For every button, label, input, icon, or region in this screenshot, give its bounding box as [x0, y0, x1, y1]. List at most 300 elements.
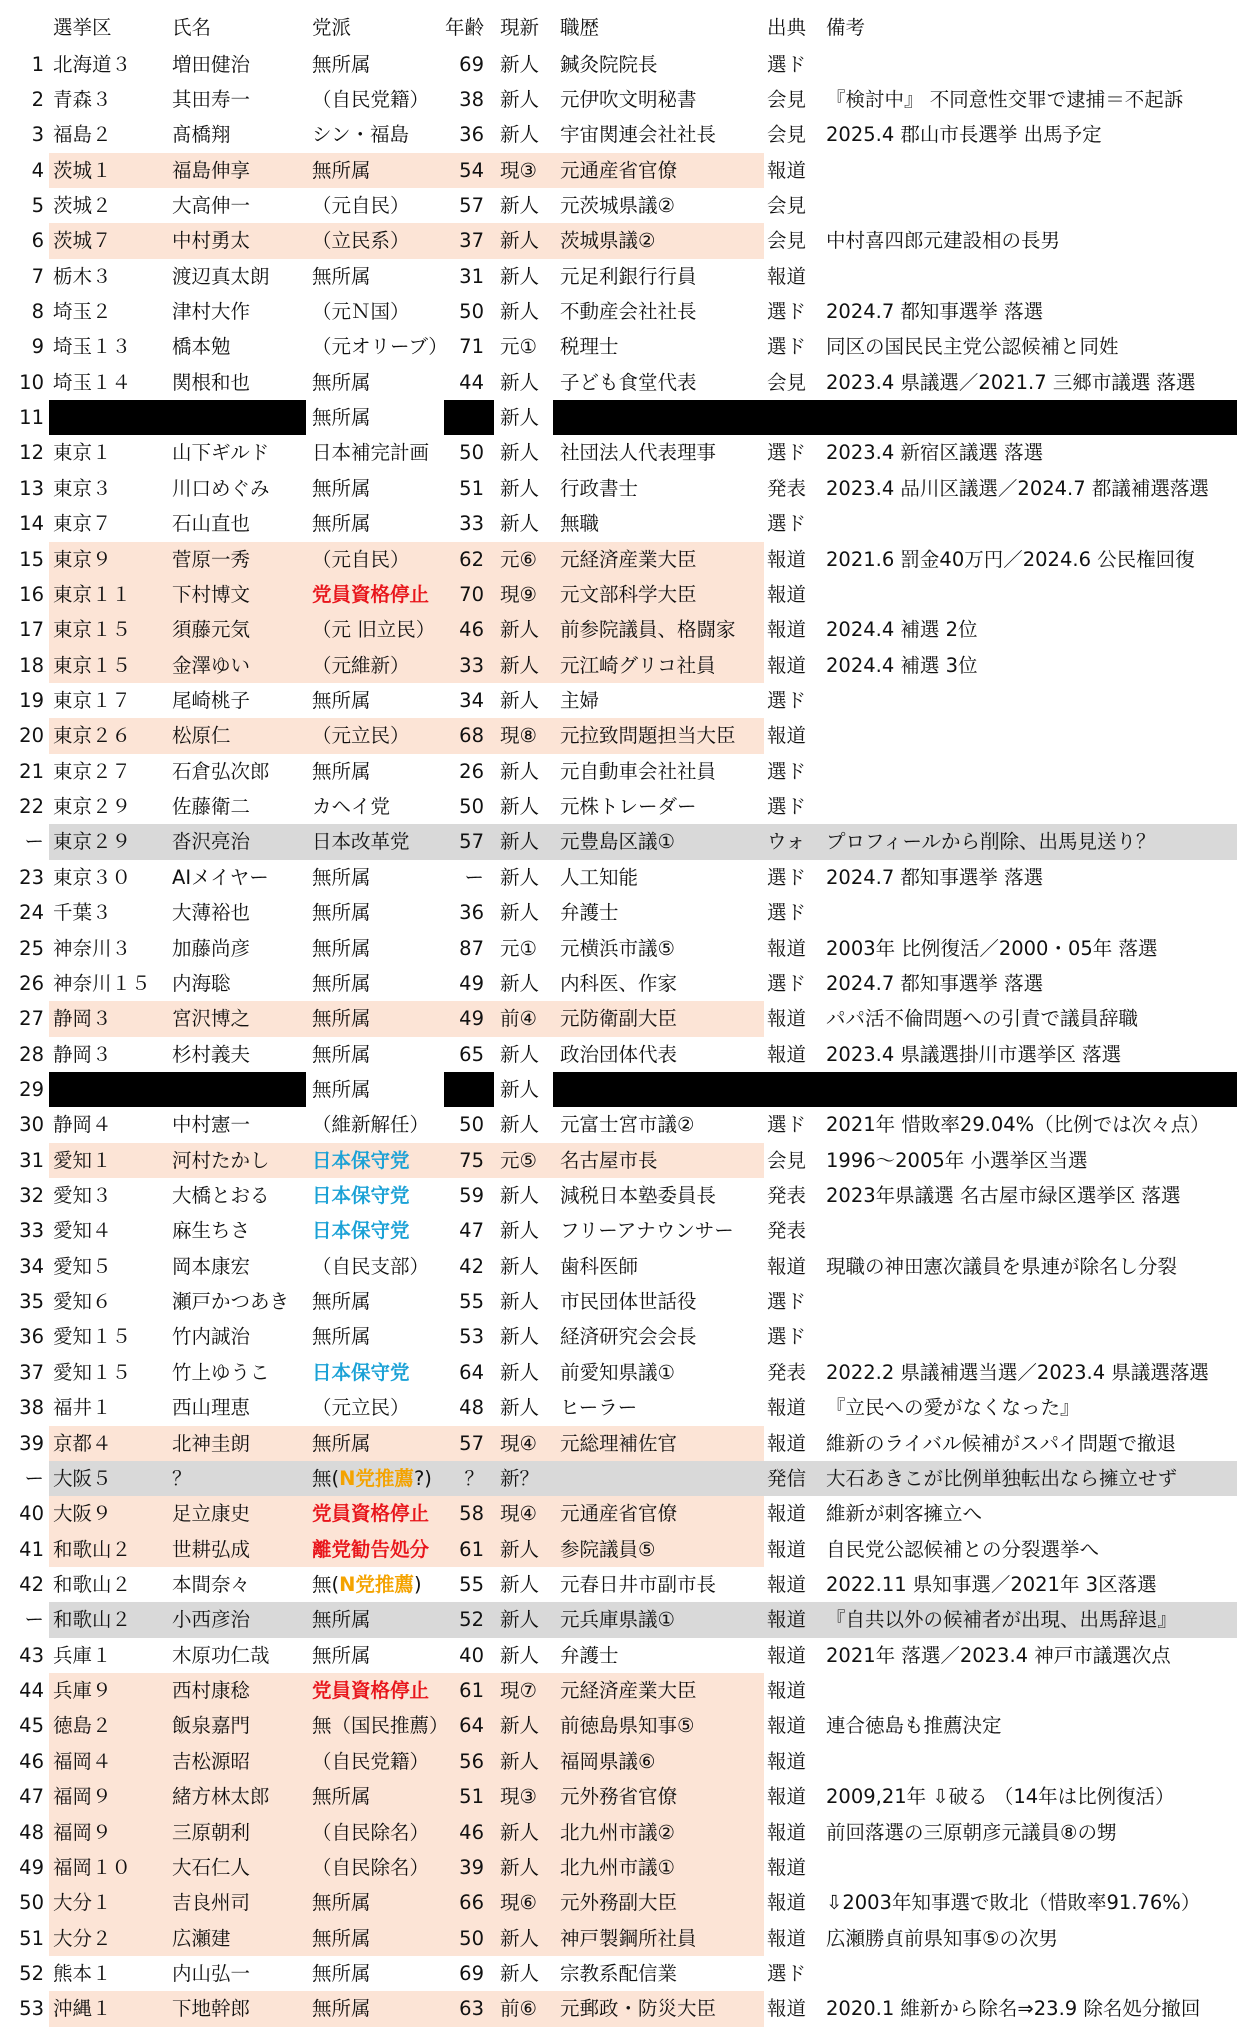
- cell-note: 中村喜四郎元建設相の長男: [826, 229, 1061, 253]
- cell-source: 選ド: [767, 300, 807, 324]
- cell-career: 福岡県議⑥: [560, 1749, 656, 1773]
- table-row-withdrawn: [0, 824, 1260, 859]
- cell-age: 58: [459, 1502, 484, 1526]
- cell-source: 発表: [767, 1360, 807, 1384]
- table-row: [0, 1249, 1260, 1284]
- cell-age: 75: [459, 1148, 484, 1172]
- cell-career: 元通産省官僚: [560, 158, 678, 182]
- cell-source: 報道: [767, 1749, 807, 1773]
- cell-district: 兵庫１: [53, 1643, 112, 1667]
- cell-source: 発表: [767, 1219, 807, 1243]
- cell-district: 熊本１: [53, 1961, 112, 1985]
- cell-age: 66: [459, 1891, 484, 1915]
- cell-status: 新人: [500, 1855, 540, 1879]
- cell-note: パパ活不倫問題への引責で議員辞職: [826, 1007, 1139, 1031]
- cell-party: 無所属: [312, 1643, 371, 1667]
- cell-note: 広瀬勝貞前県知事⑤の次男: [826, 1926, 1058, 1950]
- cell-candidate-name: 緒方林太郎: [172, 1785, 270, 1809]
- cell-district: 東京２９: [53, 830, 132, 854]
- cell-row-number: 13: [19, 476, 44, 500]
- party-fragment: N党推薦: [339, 1572, 414, 1596]
- cell-candidate-name: 飯泉嘉門: [172, 1714, 251, 1738]
- cell-status: 現④: [500, 1502, 537, 1526]
- cell-row-number: 53: [19, 1997, 44, 2021]
- cell-career: ヒーラー: [560, 1396, 638, 1420]
- cell-row-number: 29: [19, 1077, 44, 1101]
- cell-age: 57: [459, 830, 484, 854]
- cell-source: 報道: [767, 1007, 807, 1031]
- table-row-withdrawn: [0, 1461, 1260, 1496]
- cell-candidate-name: 大石仁人: [172, 1855, 251, 1879]
- cell-status: 新人: [500, 688, 540, 712]
- cell-age: 56: [459, 1749, 484, 1773]
- cell-age: 69: [459, 1961, 484, 1985]
- cell-party: 無所属: [312, 1325, 371, 1349]
- cell-party: （元オリーブ）: [312, 335, 448, 359]
- cell-status: 新人: [500, 1961, 540, 1985]
- cell-career: 無職: [560, 512, 600, 536]
- cell-district: 東京１５: [53, 653, 132, 677]
- cell-candidate-name: 広瀬建: [172, 1926, 231, 1950]
- cell-candidate-name: 須藤元気: [172, 618, 251, 642]
- cell-age: 50: [459, 795, 484, 819]
- cell-career: 元外務副大臣: [560, 1891, 678, 1915]
- cell-status: 新人: [500, 1714, 540, 1738]
- cell-note: [826, 718, 1256, 753]
- cell-status: 現④: [500, 1431, 537, 1455]
- cell-age: 33: [459, 653, 484, 677]
- cell-source: 報道: [767, 653, 807, 677]
- cell-career: 弁護士: [560, 901, 619, 925]
- cell-candidate-name: 石山直也: [172, 512, 251, 536]
- cell-note: 2023.4 品川区議選／2024.7 都議補選落選: [826, 476, 1209, 500]
- cell-row-number: 18: [19, 653, 44, 677]
- cell-candidate-name: 宮沢博之: [172, 1007, 251, 1031]
- cell-party: 無所属: [312, 1290, 371, 1314]
- cell-age: 50: [459, 1926, 484, 1950]
- table-row: [0, 400, 1260, 435]
- cell-district: 京都４: [53, 1431, 112, 1455]
- cell-district: 愛知１: [53, 1148, 112, 1172]
- cell-age: 50: [459, 1113, 484, 1137]
- cell-district: 愛知５: [53, 1254, 112, 1278]
- cell-career: 前愛知県議①: [560, 1360, 675, 1384]
- cell-career: 北九州市議②: [560, 1820, 675, 1844]
- cell-candidate-name: 内山弘一: [172, 1961, 251, 1985]
- cell-row-number: 16: [19, 582, 44, 606]
- cell-note: [826, 754, 1256, 789]
- cell-source: 報道: [767, 1891, 807, 1915]
- cell-row-number: 2: [31, 87, 44, 111]
- cell-source: 報道: [767, 1537, 807, 1561]
- cell-row-number: 37: [19, 1360, 44, 1384]
- cell-source: 選ド: [767, 865, 807, 889]
- table-row: [0, 718, 1260, 753]
- cell-age: 50: [459, 441, 484, 465]
- cell-candidate-name: 内海聡: [172, 971, 231, 995]
- cell-district: 東京３０: [53, 865, 132, 889]
- cell-source: 報道: [767, 1254, 807, 1278]
- header-name: 氏名: [172, 16, 212, 39]
- cell-row-number: 26: [19, 971, 44, 995]
- cell-candidate-name: 吉良州司: [172, 1891, 251, 1915]
- cell-career: 参院議員⑤: [560, 1537, 656, 1561]
- party-fragment: N党推薦: [339, 1466, 414, 1490]
- table-row: [0, 82, 1260, 117]
- cell-note: [826, 188, 1256, 223]
- cell-party: 党員資格停止: [312, 582, 430, 606]
- cell-note: 同区の国民民主党公認候補と同姓: [826, 335, 1119, 359]
- cell-candidate-name: 金澤ゆい: [172, 653, 251, 677]
- cell-row-number: 23: [19, 865, 44, 889]
- cell-row-number: 5: [31, 193, 44, 217]
- table-row: [0, 47, 1260, 82]
- cell-status: 新人: [500, 370, 540, 394]
- cell-status: 現⑨: [500, 582, 537, 606]
- cell-note: 2022.2 県議補選当選／2023.4 県議選落選: [826, 1360, 1209, 1384]
- cell-age: 46: [459, 618, 484, 642]
- cell-row-number: 8: [31, 300, 44, 324]
- cell-source: [767, 400, 823, 435]
- cell-note: 2009,21年 ⇩破る （14年は比例復活）: [826, 1785, 1175, 1809]
- cell-status: 新人: [500, 441, 540, 465]
- cell-age: 49: [459, 971, 484, 995]
- cell-career: 名古屋市長: [560, 1148, 658, 1172]
- cell-row-number: 14: [19, 512, 44, 536]
- cell-status: 新人: [500, 1537, 540, 1561]
- cell-source: 選ド: [767, 1961, 807, 1985]
- cell-note: 2024.7 都知事選挙 落選: [826, 300, 1044, 324]
- cell-note: [826, 895, 1256, 930]
- cell-note: ⇩2003年知事選で敗北（惜敗率91.76%）: [826, 1891, 1201, 1915]
- cell-age: 64: [459, 1360, 484, 1384]
- table-row: [0, 117, 1260, 152]
- cell-status: 新人: [500, 865, 540, 889]
- cell-status: 元①: [500, 335, 537, 359]
- cell-district: 東京１: [53, 441, 112, 465]
- cell-career: 元経済産業大臣: [560, 1679, 697, 1703]
- cell-status: 新人: [500, 653, 540, 677]
- cell-career: 元豊島区議①: [560, 830, 675, 854]
- cell-candidate-name: 其田寿一: [172, 87, 251, 111]
- cell-candidate-name: 竹内誠治: [172, 1325, 251, 1349]
- cell-note: [826, 400, 1256, 435]
- cell-age: 51: [459, 476, 484, 500]
- cell-note: [826, 789, 1256, 824]
- cell-source: 報道: [767, 1855, 807, 1879]
- cell-source: 報道: [767, 1643, 807, 1667]
- cell-party: 無所属: [312, 1961, 371, 1985]
- cell-status: 新人: [500, 1608, 540, 1632]
- cell-candidate-name: 河村たかし: [172, 1148, 270, 1172]
- table-row: [0, 683, 1260, 718]
- cell-district: 東京２７: [53, 759, 132, 783]
- cell-career: 元伊吹文明秘書: [560, 87, 697, 111]
- cell-row-number: 4: [31, 158, 44, 182]
- cell-note: [826, 577, 1256, 612]
- cell-note: 2024.4 補選 2位: [826, 618, 978, 642]
- cell-status: 現③: [500, 1785, 537, 1809]
- table-row: [0, 1991, 1260, 2026]
- cell-district: 大阪５: [53, 1466, 112, 1490]
- cell-party: （元 旧立民）: [312, 618, 436, 642]
- cell-status: 新人: [500, 1572, 540, 1596]
- cell-age: 59: [459, 1184, 484, 1208]
- cell-career: 社団法人代表理事: [560, 441, 717, 465]
- table-row: [0, 895, 1260, 930]
- cell-career: 元文部科学大臣: [560, 582, 697, 606]
- cell-district: 東京３: [53, 476, 112, 500]
- cell-note: 2023年県議選 名古屋市緑区選挙区 落選: [826, 1184, 1181, 1208]
- cell-career: 元防衛副大臣: [560, 1007, 678, 1031]
- cell-source: 報道: [767, 618, 807, 642]
- cell-career: 鍼灸院院長: [560, 52, 658, 76]
- table-row: [0, 648, 1260, 683]
- cell-career: 元春日井市副市長: [560, 1572, 717, 1596]
- cell-age: [444, 400, 484, 435]
- cell-district: 北海道３: [53, 52, 132, 76]
- cell-source: 発表: [767, 476, 807, 500]
- cell-party: 日本保守党: [312, 1148, 410, 1172]
- cell-status: 新人: [500, 229, 540, 253]
- cell-row-number: 27: [19, 1007, 44, 1031]
- cell-career: 神戸製鋼所社員: [560, 1926, 697, 1950]
- cell-source: 報道: [767, 582, 807, 606]
- cell-row-number: 15: [19, 547, 44, 571]
- cell-row-number: 45: [19, 1714, 44, 1738]
- cell-candidate-name: 加藤尚彦: [172, 936, 251, 960]
- cell-status: 新人: [500, 52, 540, 76]
- cell-age: 51: [459, 1785, 484, 1809]
- cell-career: 元株トレーダー: [560, 795, 697, 819]
- cell-source: 報道: [767, 264, 807, 288]
- cell-district: 和歌山２: [53, 1537, 132, 1561]
- cell-note: [826, 1850, 1256, 1885]
- cell-status: 新人: [500, 1254, 540, 1278]
- cell-party: 無所属: [312, 759, 371, 783]
- cell-source: 選ド: [767, 52, 807, 76]
- cell-note: [826, 1072, 1256, 1107]
- cell-district: 静岡３: [53, 1007, 112, 1031]
- cell-row-number: 11: [19, 406, 44, 430]
- cell-district: 東京２９: [53, 795, 132, 819]
- cell-source: 会見: [767, 193, 807, 217]
- cell-candidate-name: 尾崎桃子: [172, 688, 251, 712]
- cell-row-number: 9: [31, 335, 44, 359]
- cell-party: カヘイ党: [312, 795, 391, 819]
- table-row: [0, 1921, 1260, 1956]
- cell-age: 50: [459, 300, 484, 324]
- cell-candidate-name: 津村大作: [172, 300, 251, 324]
- cell-source: 報道: [767, 1396, 807, 1420]
- cell-district: 大分１: [53, 1891, 112, 1915]
- table-row: [0, 471, 1260, 506]
- cell-row-number: 50: [19, 1891, 44, 1915]
- cell-party: （元立民）: [312, 724, 410, 748]
- cell-district: 東京１１: [53, 582, 132, 606]
- cell-row-number: 1: [31, 52, 44, 76]
- cell-note: 大石あきこが比例単独転出なら擁立せず: [826, 1466, 1178, 1490]
- cell-party: 日本保守党: [312, 1184, 410, 1208]
- cell-party: （自民除名）: [312, 1820, 430, 1844]
- cell-party: （元立民）: [312, 1396, 410, 1420]
- table-row: [0, 860, 1260, 895]
- cell-district: 東京９: [53, 547, 112, 571]
- cell-career: 減税日本塾委員長: [560, 1184, 717, 1208]
- cell-status: 新人: [500, 1820, 540, 1844]
- cell-age: [444, 1072, 484, 1107]
- cell-age: 46: [459, 1820, 484, 1844]
- cell-age: 71: [459, 335, 484, 359]
- cell-party: 党員資格停止: [312, 1502, 430, 1526]
- cell-note: [826, 47, 1256, 82]
- cell-source: 選ド: [767, 971, 807, 995]
- cell-source: 報道: [767, 1042, 807, 1066]
- cell-age: 47: [459, 1219, 484, 1243]
- header-district: 選挙区: [53, 16, 112, 39]
- cell-age: 42: [459, 1254, 484, 1278]
- cell-source: 報道: [767, 1785, 807, 1809]
- cell-district: 兵庫９: [53, 1679, 112, 1703]
- cell-status: 新人: [500, 1077, 540, 1101]
- cell-career: 元郵政・防災大臣: [560, 1997, 717, 2021]
- cell-candidate-name: [172, 1072, 310, 1107]
- cell-candidate-name: 足立康史: [172, 1502, 251, 1526]
- cell-candidate-name: 吉松源昭: [172, 1749, 251, 1773]
- table-row: [0, 1390, 1260, 1425]
- cell-career: 元通産省官僚: [560, 1502, 678, 1526]
- cell-party: 無所属: [312, 512, 371, 536]
- cell-candidate-name: 中村憲一: [172, 1113, 251, 1137]
- cell-note: [826, 153, 1256, 188]
- cell-note: 自民党公認候補との分裂選挙へ: [826, 1537, 1100, 1561]
- cell-district: 愛知６: [53, 1290, 112, 1314]
- table-row: [0, 1178, 1260, 1213]
- cell-note: 2024.7 都知事選挙 落選: [826, 865, 1044, 889]
- cell-row-number: ー: [24, 1466, 44, 1490]
- cell-source: 選ド: [767, 759, 807, 783]
- cell-row-number: 30: [19, 1113, 44, 1137]
- cell-note: 維新のライバル候補がスパイ問題で撤退: [826, 1431, 1177, 1455]
- cell-candidate-name: 増田健治: [172, 52, 251, 76]
- cell-note: 2020.1 維新から除名⇒23.9 除名処分撤回: [826, 1997, 1201, 2021]
- table-row: [0, 754, 1260, 789]
- cell-district: 神奈川１５: [53, 971, 151, 995]
- cell-row-number: 17: [19, 618, 44, 642]
- cell-career: 政治団体代表: [560, 1042, 678, 1066]
- cell-source: 報道: [767, 547, 807, 571]
- table-row: [0, 1107, 1260, 1142]
- cell-age: 33: [459, 512, 484, 536]
- cell-candidate-name: 竹上ゆうこ: [172, 1360, 270, 1384]
- cell-source: 報道: [767, 1502, 807, 1526]
- cell-party: 無所属: [312, 1007, 371, 1031]
- cell-district: 徳島２: [53, 1714, 112, 1738]
- cell-age: 61: [459, 1679, 484, 1703]
- cell-row-number: 21: [19, 759, 44, 783]
- cell-party: 無所属: [312, 406, 371, 430]
- cell-age: 64: [459, 1714, 484, 1738]
- cell-status: 新人: [500, 618, 540, 642]
- cell-party: 無所属: [312, 971, 371, 995]
- table-row: [0, 542, 1260, 577]
- cell-age: 87: [459, 936, 484, 960]
- cell-party: [312, 1567, 444, 1602]
- cell-row-number: 41: [19, 1537, 44, 1561]
- cell-row-number: 31: [19, 1148, 44, 1172]
- cell-age: 61: [459, 1537, 484, 1561]
- cell-candidate-name: 川口めぐみ: [172, 476, 270, 500]
- cell-note: [826, 506, 1256, 541]
- cell-candidate-name: 関根和也: [172, 370, 251, 394]
- cell-party: 無所属: [312, 1891, 371, 1915]
- cell-party: 無所属: [312, 865, 371, 889]
- cell-row-number: 12: [19, 441, 44, 465]
- table-row: [0, 1426, 1260, 1461]
- cell-status: 新人: [500, 1325, 540, 1349]
- cell-status: 新人: [500, 264, 540, 288]
- cell-source: 報道: [767, 1608, 807, 1632]
- cell-career: 宗教系配信業: [560, 1961, 678, 1985]
- cell-age: 48: [459, 1396, 484, 1420]
- cell-candidate-name: 髙橋翔: [172, 123, 231, 147]
- cell-candidate-name: 沓沢亮治: [172, 830, 251, 854]
- cell-career: 元富士宮市議②: [560, 1113, 695, 1137]
- table-row: [0, 1744, 1260, 1779]
- cell-source: [767, 1072, 823, 1107]
- cell-status: 元⑥: [500, 547, 537, 571]
- table-row: [0, 1355, 1260, 1390]
- cell-career: 前参院議員、格闘家: [560, 618, 736, 642]
- cell-status: 現⑧: [500, 724, 537, 748]
- cell-candidate-name: 下地幹郎: [172, 1997, 251, 2021]
- cell-source: 選ド: [767, 1325, 807, 1349]
- cell-career: [560, 1461, 765, 1496]
- table-row: [0, 1319, 1260, 1354]
- cell-candidate-name: 北神圭朗: [172, 1431, 251, 1455]
- cell-row-number: 39: [19, 1431, 44, 1455]
- cell-age: 26: [459, 759, 484, 783]
- table-row: [0, 931, 1260, 966]
- table-row: [0, 1567, 1260, 1602]
- cell-career: 元足利銀行行員: [560, 264, 697, 288]
- table-row: [0, 1072, 1260, 1107]
- cell-district: 東京７: [53, 512, 112, 536]
- cell-status: 新人: [500, 795, 540, 819]
- cell-source: 報道: [767, 158, 807, 182]
- cell-row-number: 19: [19, 688, 44, 712]
- cell-district: 埼玉１３: [53, 335, 132, 359]
- cell-career: 市民団体世話役: [560, 1290, 697, 1314]
- cell-age: 40: [459, 1643, 484, 1667]
- cell-career: [560, 1072, 765, 1107]
- cell-age: 57: [459, 193, 484, 217]
- table-row: [0, 1708, 1260, 1743]
- cell-party: 無所属: [312, 1042, 371, 1066]
- cell-row-number: 43: [19, 1643, 44, 1667]
- cell-age: 37: [459, 229, 484, 253]
- cell-status: 現⑦: [500, 1679, 537, 1703]
- cell-source: 会見: [767, 370, 807, 394]
- header-row: [0, 10, 1260, 45]
- cell-row-number: 34: [19, 1254, 44, 1278]
- header-note: 備考: [826, 16, 866, 39]
- cell-age: 57: [459, 1431, 484, 1455]
- cell-row-number: 28: [19, 1042, 44, 1066]
- cell-source: 選ド: [767, 512, 807, 536]
- cell-status: 現③: [500, 158, 537, 182]
- cell-status: 新人: [500, 1926, 540, 1950]
